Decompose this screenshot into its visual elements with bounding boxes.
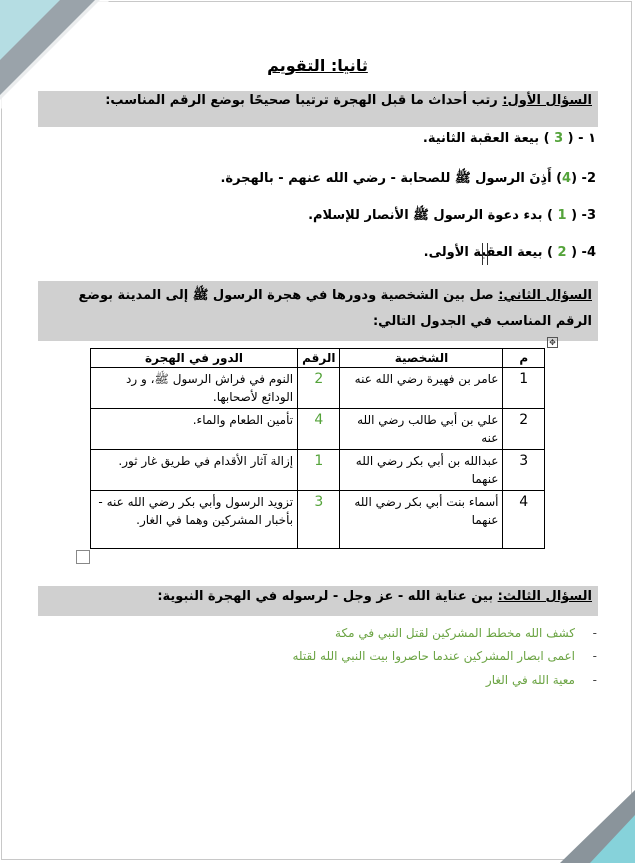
q1-item-1-prefix: ١ - ( (563, 131, 596, 146)
person-cell: عبدالله بن أبي بكر رضي الله عنهما (340, 450, 503, 491)
q1-item-2-number[interactable]: 4 (562, 171, 572, 186)
role-cell: النوم في فراش الرسول ﷺ، و رد الودائع لأصحابها. (91, 368, 298, 409)
q1-item-4-number[interactable]: 2 (557, 245, 567, 260)
q1-item-2-text: ) أَذِنَ الرسول ﷺ للصحابة - رضي الله عنهم - بالهجرة. (220, 171, 563, 186)
q1-item-1-text: ) بيعة العقبة الثانية. (422, 131, 555, 146)
table-row (91, 409, 545, 450)
q1-item-3-number[interactable]: 1 (557, 208, 567, 223)
role-cell: تزويد الرسول وأبي بكر رضي الله عنه - بأخبار المشركين وهما في الغار. (91, 491, 298, 549)
dash-marker: - (592, 649, 597, 663)
q1-item-2 (56, 170, 596, 189)
question-1-label: السؤال الأول: (502, 93, 592, 108)
person-cell: علي بن أبي طالب رضي الله عنه (340, 409, 503, 450)
header-role: الدور في الهجرة (91, 349, 298, 368)
dash-marker: - (592, 673, 597, 687)
table-header-row (91, 349, 545, 368)
q1-item-4-prefix: 4- ( (566, 245, 596, 260)
question-3-bar (38, 586, 598, 616)
matching-table (90, 348, 545, 549)
dash-marker: - (592, 626, 597, 640)
q1-item-3-prefix: 3- ( (566, 208, 596, 223)
q3-answer-text: معية الله في الغار (485, 673, 575, 687)
q3-answer-text: كشف الله مخطط المشركين لقتل النبي في مكة (335, 626, 575, 640)
q3-answer-3 (147, 673, 597, 687)
row-number: 1 (503, 368, 545, 409)
q1-item-4-text: ) بيعة العقبة الأولى. (423, 245, 558, 260)
role-cell: إزالة آثار الأقدام في طريق غار ثور. (91, 450, 298, 491)
rank-cell[interactable]: 1 (298, 450, 340, 491)
table-row (91, 450, 545, 491)
q1-item-2-prefix: 2- ( (571, 171, 596, 186)
page-title: ثانيا: التقويم (267, 56, 368, 75)
header-m: م (503, 349, 545, 368)
q1-item-4 (56, 245, 596, 260)
row-number: 3 (503, 450, 545, 491)
q3-answer-2 (147, 649, 597, 663)
person-cell: عامر بن فهيرة رضي الله عنه (340, 368, 503, 409)
table-row (91, 491, 545, 549)
q1-item-3 (56, 207, 596, 226)
q1-item-3-text: ) بدء دعوة الرسول ﷺ الأنصار للإسلام. (308, 208, 558, 223)
question-3-text: بين عناية الله - عز وجل - لرسوله في الهجرة النبوية: (157, 589, 498, 604)
rank-cell[interactable]: 3 (298, 491, 340, 549)
q1-item-1 (56, 131, 596, 146)
table-row (91, 368, 545, 409)
row-number: 4 (503, 491, 545, 549)
header-rank: الرقم (298, 349, 340, 368)
row-number: 2 (503, 409, 545, 450)
question-2-text: صل بين الشخصية ودورها في هجرة الرسول ﷺ إلى المدينة بوضع الرقم المناسب في الجدول التالي: (78, 288, 592, 329)
table-move-handle-icon[interactable]: ✥ (547, 337, 558, 348)
role-cell: تأمين الطعام والماء. (91, 409, 298, 450)
q1-item-1-number[interactable]: 3 (554, 131, 564, 146)
question-3-label: السؤال الثالث: (497, 589, 592, 604)
corner-decoration-bottom-right (560, 780, 635, 863)
text-cursor (482, 243, 488, 265)
question-1-text: رتب أحداث ما قبل الهجرة ترتيبا صحيحًا بوضع الرقم المناسب: (105, 93, 503, 108)
person-cell: أسماء بنت أبي بكر رضي الله عنهما (340, 491, 503, 549)
header-person: الشخصية (340, 349, 503, 368)
rank-cell[interactable]: 2 (298, 368, 340, 409)
q3-answer-text: اعمى ابصار المشركين عندما حاصروا بيت النبي الله لقتله (292, 649, 575, 663)
question-1-bar (38, 91, 598, 127)
table-resize-handle[interactable] (76, 550, 90, 564)
rank-cell[interactable]: 4 (298, 409, 340, 450)
question-2-bar (38, 281, 598, 341)
question-2-label: السؤال الثاني: (498, 288, 592, 303)
q3-answer-1 (147, 626, 597, 640)
